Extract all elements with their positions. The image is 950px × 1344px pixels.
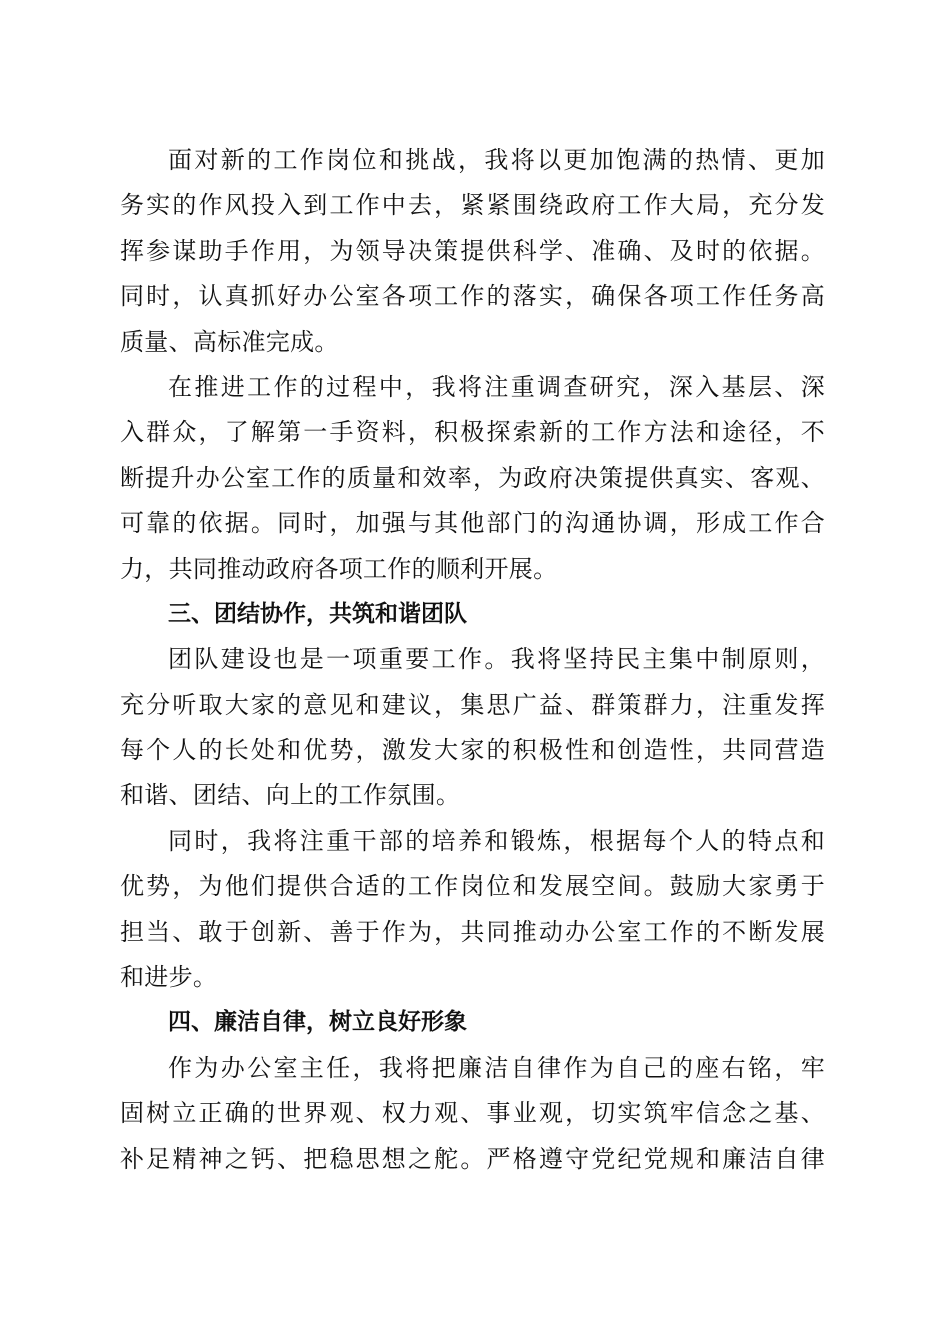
text-line: 在推进工作的过程中，我将注重调查研究，深入基层、深 bbox=[168, 372, 825, 401]
text-line: 和进步。 bbox=[120, 963, 218, 992]
text-line: 充分听取大家的意见和建议，集思广益、群策群力，注重发挥 bbox=[120, 690, 825, 719]
text-line: 团队建设也是一项重要工作。我将坚持民主集中制原则， bbox=[168, 645, 825, 674]
text-line: 入群众，了解第一手资料，积极探索新的工作方法和途径，不 bbox=[120, 418, 825, 447]
text-line: 固树立正确的世界观、权力观、事业观，切实筑牢信念之基、 bbox=[120, 1099, 825, 1128]
text-line: 每个人的长处和优势，激发大家的积极性和创造性，共同营造 bbox=[120, 736, 825, 765]
text-line: 担当、敢于创新、善于作为，共同推动办公室工作的不断发展 bbox=[120, 917, 825, 946]
text-line: 同时，认真抓好办公室各项工作的落实，确保各项工作任务高 bbox=[120, 282, 825, 311]
text-line: 力，共同推动政府各项工作的顺利开展。 bbox=[120, 554, 558, 583]
text-line: 挥参谋助手作用，为领导决策提供科学、准确、及时的依据。 bbox=[120, 236, 825, 265]
body-paragraph bbox=[120, 138, 825, 365]
body-paragraph bbox=[120, 819, 825, 1001]
section-heading: 四、廉洁自律，树立良好形象 bbox=[168, 1009, 467, 1036]
text-line: 可靠的依据。同时，加强与其他部门的沟通协调，形成工作合 bbox=[120, 509, 825, 538]
text-line: 和谐、团结、向上的工作氛围。 bbox=[120, 781, 461, 810]
text-line: 断提升办公室工作的质量和效率，为政府决策提供真实、客观、 bbox=[120, 463, 825, 492]
text-line: 务实的作风投入到工作中去，紧紧围绕政府工作大局，充分发 bbox=[120, 191, 825, 220]
body-paragraph bbox=[120, 365, 825, 592]
body-paragraph bbox=[120, 1046, 825, 1182]
section-heading: 三、团结协作，共筑和谐团队 bbox=[168, 600, 467, 627]
text-line: 补足精神之钙、把稳思想之舵。严格遵守党纪党规和廉洁自律 bbox=[120, 1144, 825, 1173]
text-line: 作为办公室主任，我将把廉洁自律作为自己的座右铭，牢 bbox=[168, 1053, 825, 1082]
text-line: 同时，我将注重干部的培养和锻炼，根据每个人的特点和 bbox=[168, 826, 825, 855]
text-line: 优势，为他们提供合适的工作岗位和发展空间。鼓励大家勇于 bbox=[120, 872, 825, 901]
text-line: 质量、高标准完成。 bbox=[120, 327, 339, 356]
text-line: 面对新的工作岗位和挑战，我将以更加饱满的热情、更加 bbox=[168, 146, 825, 174]
body-paragraph bbox=[120, 637, 825, 819]
document-body bbox=[120, 138, 825, 1182]
